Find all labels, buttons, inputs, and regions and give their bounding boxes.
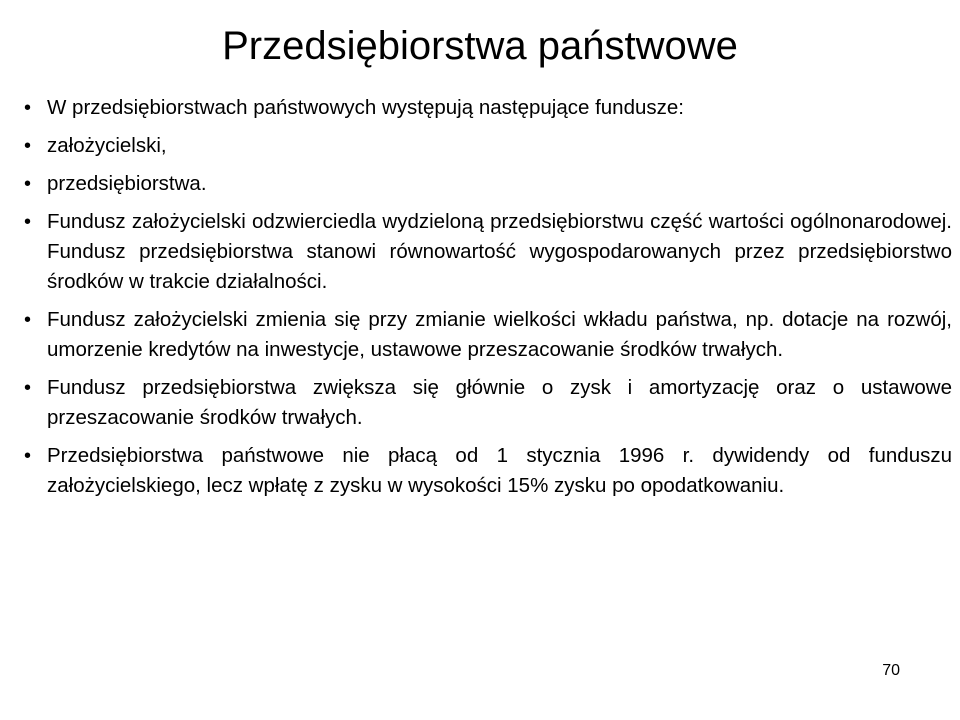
bullet-text: Przedsiębiorstwa państwowe nie płacą od 1 stycznia 1996 r. dywidendy od funduszu założycielskiego, lecz wpłatę z zysku w wysokości 15% zysku po opodatkowaniu. [47, 444, 952, 497]
page-number: 70 [882, 662, 900, 679]
bullet-item-funds-intro [24, 93, 952, 123]
bullet-item-fund-definitions [24, 207, 952, 297]
bullet-icon: • [24, 377, 32, 399]
bullet-icon: • [24, 173, 32, 195]
bullet-text: przedsiębiorstwa. [47, 172, 207, 195]
bullet-text: Fundusz założycielski odzwierciedla wydzieloną przedsiębiorstwu część wartości ogólnonarodowej. Fundusz przedsiębiorstwa stanowi równowartość wygospodarowanych przez przedsiębiorstwo środków w trakcie działalności. [47, 210, 952, 293]
bullet-icon: • [24, 211, 32, 233]
bullet-item-founding-fund [24, 131, 952, 161]
bullet-item-founding-fund-changes [24, 305, 952, 365]
bullet-icon: • [24, 445, 32, 467]
bullet-list [24, 93, 952, 509]
bullet-text: Fundusz założycielski zmienia się przy zmianie wielkości wkładu państwa, np. dotacje na rozwój, umorzenie kredytów na inwestycje, ustawowe przeszacowanie środków trwałych. [47, 308, 952, 361]
bullet-text: W przedsiębiorstwach państwowych występują następujące fundusze: [47, 96, 684, 119]
bullet-icon: • [24, 97, 32, 119]
bullet-item-profit-payment [24, 441, 952, 501]
bullet-item-enterprise-fund-growth [24, 373, 952, 433]
bullet-item-enterprise-fund [24, 169, 952, 199]
bullet-icon: • [24, 135, 32, 157]
bullet-icon: • [24, 309, 32, 331]
slide-title: Przedsiębiorstwa państwowe [222, 24, 738, 68]
bullet-text: założycielski, [47, 134, 167, 157]
bullet-text: Fundusz przedsiębiorstwa zwiększa się głównie o zysk i amortyzację oraz o ustawowe przeszacowanie środków trwałych. [47, 376, 952, 429]
